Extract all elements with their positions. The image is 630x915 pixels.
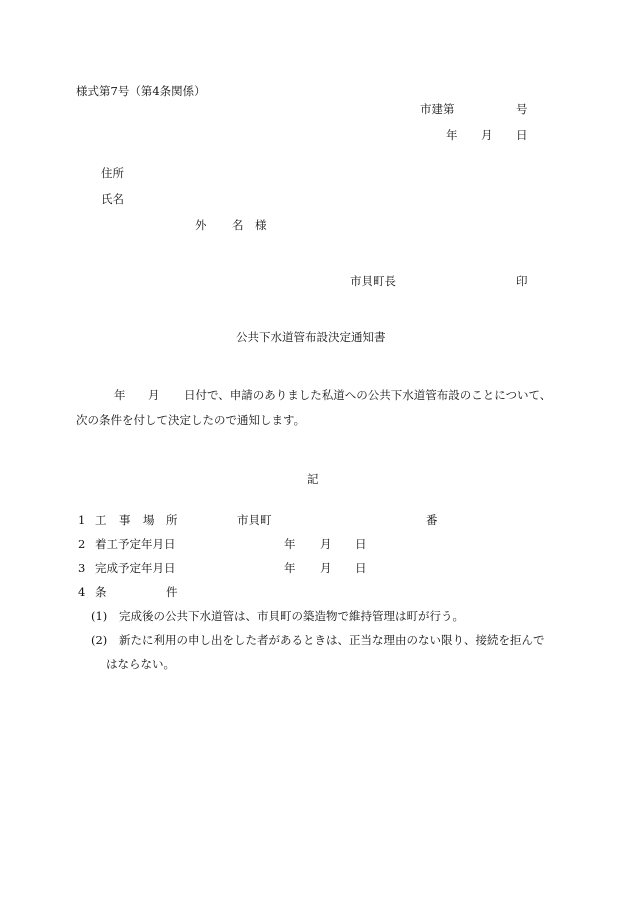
item-1-char-1: 工	[95, 513, 107, 527]
seal-mark: 印	[516, 274, 528, 288]
item-4-number: 4	[78, 585, 86, 599]
name-label: 氏名	[101, 192, 124, 206]
form-number: 様式第7号（第4条関係）	[76, 84, 206, 98]
item-1-ban: 番	[426, 513, 438, 527]
item-1-number: 1	[78, 513, 86, 527]
item-3-number: 3	[78, 561, 86, 575]
item-1-char-2: 事	[119, 513, 131, 527]
condition-2-continuation: はならない。	[106, 657, 175, 671]
item-2-label: 着工予定年月日	[95, 537, 176, 551]
item-1-town: 市貝町	[237, 513, 272, 527]
item-3-day: 日	[355, 561, 367, 575]
item-4-char-2: 件	[166, 585, 178, 599]
item-1-char-4: 所	[166, 513, 178, 527]
item-3-month: 月	[320, 561, 332, 575]
count-label: 名	[232, 218, 244, 232]
item-3-label: 完成予定年月日	[95, 561, 176, 575]
item-3-year: 年	[284, 561, 296, 575]
body-line-2: 次の条件を付して決定したので通知します。	[76, 413, 306, 427]
item-2-year: 年	[284, 537, 296, 551]
condition-1-number: (1)	[91, 609, 108, 623]
date-year: 年	[446, 128, 458, 142]
address-label: 住所	[101, 166, 124, 180]
issuer-title: 市貝町長	[350, 274, 396, 288]
item-4-char-1: 条	[95, 585, 107, 599]
condition-2-text: 新たに利用の申し出をした者があるときは、正当な理由のない限り、接続を拒んで	[119, 633, 545, 647]
item-2-month: 月	[320, 537, 332, 551]
ki-heading: 記	[307, 472, 319, 486]
honorific: 様	[255, 218, 267, 232]
condition-2-number: (2)	[91, 633, 108, 647]
date-day: 日	[516, 128, 528, 142]
body-line-1: 日付で、申請のありました私道への公共下水道管布設のことについて、	[184, 388, 552, 402]
others-label: 外	[195, 218, 207, 232]
date-month: 月	[481, 128, 493, 142]
document-title: 公共下水道管布設決定通知書	[236, 330, 386, 344]
ref-suffix: 号	[516, 102, 528, 116]
body-month: 月	[148, 388, 160, 402]
ref-prefix: 市建第	[420, 102, 455, 116]
condition-1-text: 完成後の公共下水道管は、市貝町の築造物で維持管理は町が行う。	[119, 609, 464, 623]
body-year: 年	[114, 388, 126, 402]
item-2-number: 2	[78, 537, 86, 551]
item-2-day: 日	[355, 537, 367, 551]
item-1-char-3: 場	[143, 513, 155, 527]
